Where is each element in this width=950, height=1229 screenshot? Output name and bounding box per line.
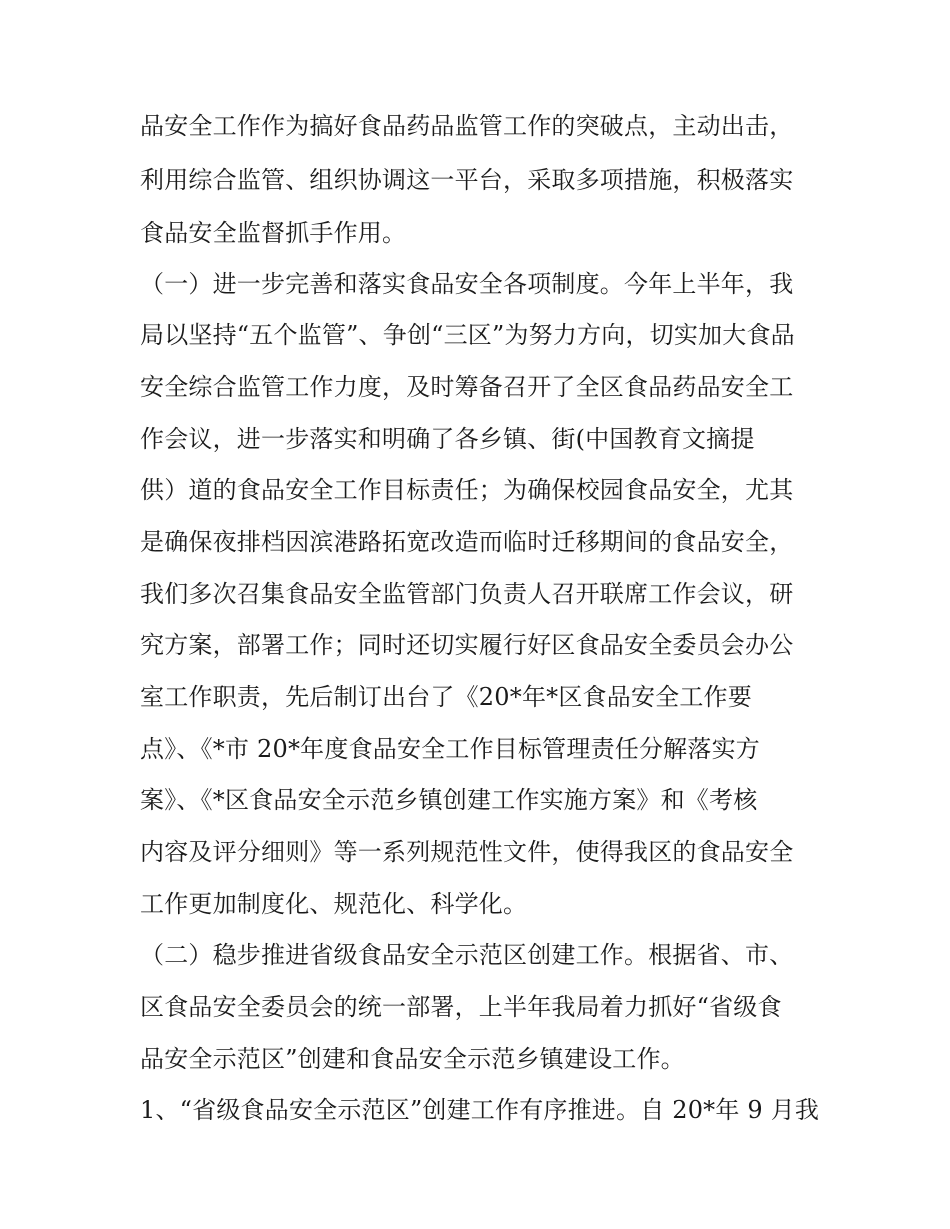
text-line: 点》、《*市 20*年度食品安全工作目标管理责任分解落实方	[140, 735, 760, 763]
text-line: 室工作职责，先后制订出台了《20*年*区食品安全工作要	[140, 683, 752, 711]
text-line: 品安全工作作为搞好食品药品监管工作的突破点，主动出击，	[140, 112, 794, 140]
text-line: 案》、《*区食品安全示范乡镇创建工作实施方案》和《考核	[140, 786, 758, 814]
text-line: 我们多次召集食品安全监管部门负责人召开联席工作会议，研	[140, 580, 794, 608]
text-line: 品安全示范区”创建和食品安全示范乡镇建设工作。	[140, 1045, 685, 1073]
text-line: 作会议，进一步落实和明确了各乡镇、街(中国教育文摘提	[140, 425, 755, 453]
text-line: 工作更加制度化、规范化、科学化。	[140, 890, 528, 918]
text-line: 安全综合监管工作力度，及时筹备召开了全区食品药品安全工	[140, 373, 794, 401]
paragraph-heading-2: （二）稳步推进省级食品安全示范区创建工作。根据省、市、	[140, 941, 794, 969]
list-item-1: 1、“省级食品安全示范区”创建工作有序推进。自 20*年 9 月我	[140, 1096, 820, 1124]
text-line: 究方案，部署工作；同时还切实履行好区食品安全委员会办公	[140, 631, 794, 659]
text-line: 利用综合监管、组织协调这一平台，采取多项措施，积极落实	[140, 166, 794, 194]
text-line: 局以坚持“五个监管”、争创“三区”为努力方向，切实加大食品	[140, 321, 795, 349]
text-line: 是确保夜排档因滨港路拓宽改造而临时迁移期间的食品安全，	[140, 528, 794, 556]
paragraph-heading-1: （一）进一步完善和落实食品安全各项制度。今年上半年，我	[140, 270, 794, 298]
text-line: 区食品安全委员会的统一部署，上半年我局着力抓好“省级食	[140, 993, 782, 1021]
text-line: 食品安全监督抓手作用。	[140, 219, 407, 247]
text-line: 内容及评分细则》等一系列规范性文件，使得我区的食品安全	[140, 838, 794, 866]
text-line: 供）道的食品安全工作目标责任；为确保校园食品安全，尤其	[140, 476, 794, 504]
